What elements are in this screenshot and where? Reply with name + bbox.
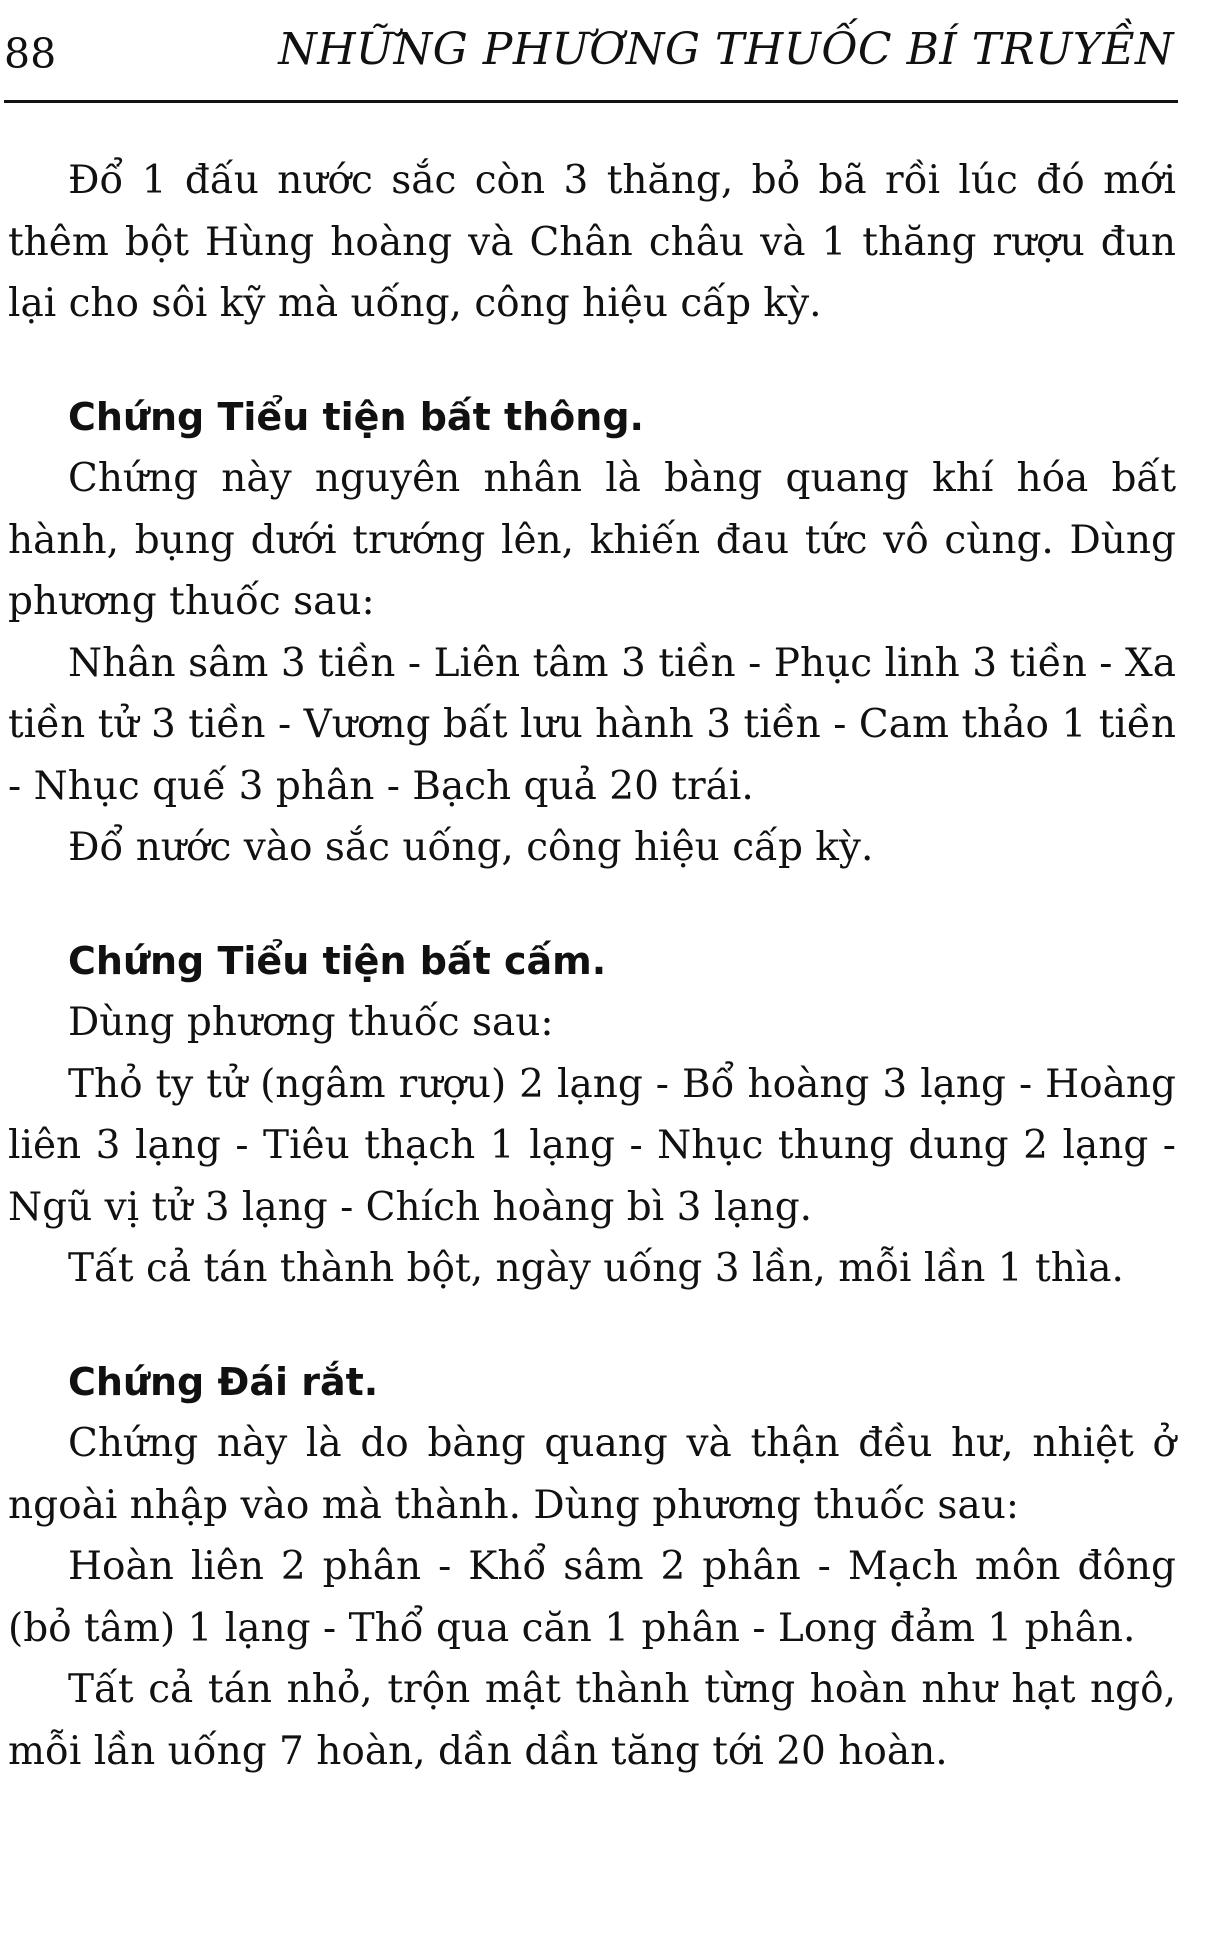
section-frequent-urination — [8, 1352, 1176, 1783]
prescription-paragraph: Thỏ ty tử (ngâm rượu) 2 lạng - Bổ hoàng 3 lạng - Hoàng liên 3 lạng - Tiêu thạch 1 lạng - Nhục thung dung 2 lạng - Ngũ vị tử 3 lạng - Chích hoàng bì 3 lạng. — [8, 1061, 1176, 1230]
section-spacer — [8, 335, 1176, 387]
instruction-paragraph: Tất cả tán nhỏ, trộn mật thành từng hoàn như hạt ngô, mỗi lần uống 7 hoàn, dần dần tăng tới 20 hoàn. — [8, 1667, 1176, 1774]
section-paragraph: Chứng này nguyên nhân là bàng quang khí hóa bất hành, bụng dưới trướng lên, khiến đau tức vô cùng. Dùng phương thuốc sau: — [8, 456, 1176, 624]
intro-paragraph: Đổ 1 đấu nước sắc còn 3 thăng, bỏ bã rồi lúc đó mới thêm bột Hùng hoàng và Chân châu và 1 thăng rượu đun lại cho sôi kỹ mà uống, công hiệu cấp kỳ. — [8, 158, 1176, 326]
header-rule — [4, 100, 1178, 103]
section-urinary-retention — [8, 387, 1176, 879]
section-heading: Chứng Đái rắt. — [68, 1359, 379, 1404]
running-header — [0, 22, 1180, 82]
prescription-paragraph: Nhân sâm 3 tiền - Liên tâm 3 tiền - Phục linh 3 tiền - Xa tiền tử 3 tiền - Vương bất lưu hành 3 tiền - Cam thảo 1 tiền - Nhục quế 3 phân - Bạch quả 20 trái. — [8, 640, 1176, 809]
section-paragraph: Dùng phương thuốc sau: — [68, 1000, 554, 1045]
section-heading: Chứng Tiểu tiện bất cấm. — [68, 938, 607, 983]
page-number: 88 — [4, 30, 57, 78]
instruction-paragraph: Tất cả tán thành bột, ngày uống 3 lần, mỗi lần 1 thìa. — [68, 1246, 1124, 1291]
page-body — [8, 150, 1176, 1782]
prescription-paragraph: Hoàn liên 2 phân - Khổ sâm 2 phân - Mạch môn đông (bỏ tâm) 1 lạng - Thổ qua căn 1 phân - Long đảm 1 phân. — [8, 1544, 1176, 1651]
instruction-paragraph: Đổ nước vào sắc uống, công hiệu cấp kỳ. — [68, 825, 874, 870]
running-title: NHỮNG PHƯƠNG THUỐC BÍ TRUYỀN — [278, 24, 1174, 75]
section-paragraph: Chứng này là do bàng quang và thận đều hư, nhiệt ở ngoài nhập vào mà thành. Dùng phương thuốc sau: — [8, 1421, 1176, 1528]
section-spacer — [8, 1300, 1176, 1352]
section-heading: Chứng Tiểu tiện bất thông. — [68, 394, 644, 439]
section-spacer — [8, 879, 1176, 931]
section-urinary-incontinence — [8, 931, 1176, 1300]
